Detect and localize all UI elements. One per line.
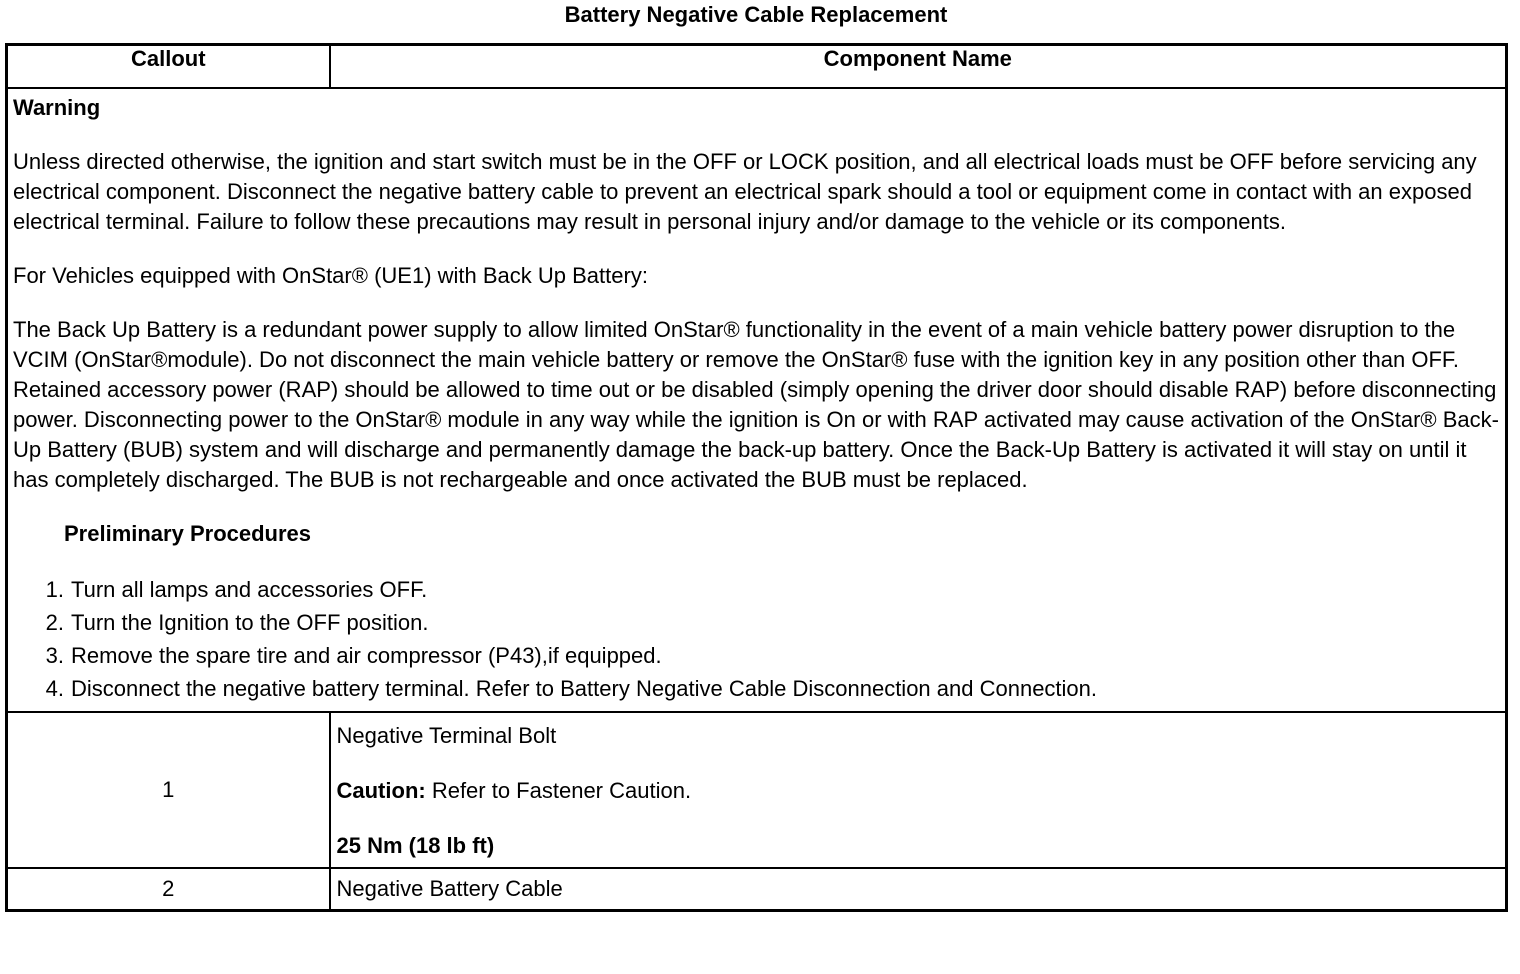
component-cell: Negative Battery Cable	[330, 868, 1507, 911]
table-row	[7, 868, 1507, 911]
step-text: Turn the Ignition to the OFF position.	[71, 610, 429, 635]
caution-line	[337, 776, 1500, 806]
document-title: Battery Negative Cable Replacement	[564, 2, 948, 27]
step-text: Turn all lamps and accessories OFF.	[71, 577, 428, 602]
step-text: Remove the spare tire and air compressor (P43),if equipped.	[71, 643, 662, 668]
component-cell	[330, 712, 1507, 868]
backup-battery-paragraph: The Back Up Battery is a redundant power supply to allow limited OnStar® functionality in the event of a main vehicle battery power disruption to the VCIM (OnStar®module). Do not disconnect the main vehicle battery or remove the OnStar® fuse with the ignition key in any position other than OFF. Retained accessory power (RAP) should be allowed to time out or be disabled (simply opening the driver door should disable RAP) before disconnecting power. Disconnecting power to the OnStar® module in any way while the ignition is On or with RAP activated may cause activation of the OnStar® Back-Up Battery (BUB) system and will discharge and permanently damage the back-up battery. Once the Back-Up Battery is activated it will stay on until it has completely discharged. The BUB is not rechargeable and once activated the BUB must be replaced.	[13, 317, 1499, 492]
table-header-row	[7, 45, 1507, 89]
step-number: 3.	[45, 643, 64, 668]
step-text: Disconnect the negative battery terminal. Refer to Battery Negative Cable Disconnection and Connection.	[71, 676, 1098, 701]
caution-label: Caution:	[336, 778, 426, 803]
warning-cell	[7, 88, 1507, 712]
header-callout: Callout	[7, 45, 330, 89]
list-item	[13, 639, 1501, 672]
table-row	[7, 712, 1507, 868]
header-component-name: Component Name	[330, 45, 1507, 89]
list-item	[13, 606, 1501, 639]
torque-spec: 25 Nm (18 lb ft)	[336, 833, 495, 858]
component-name: Negative Terminal Bolt	[336, 723, 557, 748]
preliminary-heading: Preliminary Procedures	[64, 521, 312, 546]
callout-cell: 1	[7, 712, 330, 868]
list-item	[13, 672, 1501, 705]
step-number: 4.	[45, 676, 64, 701]
step-number: 1.	[45, 577, 64, 602]
caution-text: Refer to Fastener Caution.	[425, 778, 692, 803]
step-number: 2.	[45, 610, 64, 635]
preliminary-steps	[13, 573, 1501, 705]
onstar-note: For Vehicles equipped with OnStar® (UE1) with Back Up Battery:	[13, 263, 648, 288]
component-table	[5, 43, 1508, 912]
callout-cell: 2	[7, 868, 330, 911]
warning-row	[7, 88, 1507, 712]
warning-heading: Warning	[13, 95, 101, 120]
list-item	[13, 573, 1501, 606]
warning-paragraph: Unless directed otherwise, the ignition and start switch must be in the OFF or LOCK position, and all electrical loads must be OFF before servicing any electrical component. Disconnect the negative battery cable to prevent an electrical spark should a tool or equipment come in contact with an exposed electrical terminal. Failure to follow these precautions may result in personal injury and/or damage to the vehicle or its components.	[13, 149, 1477, 234]
